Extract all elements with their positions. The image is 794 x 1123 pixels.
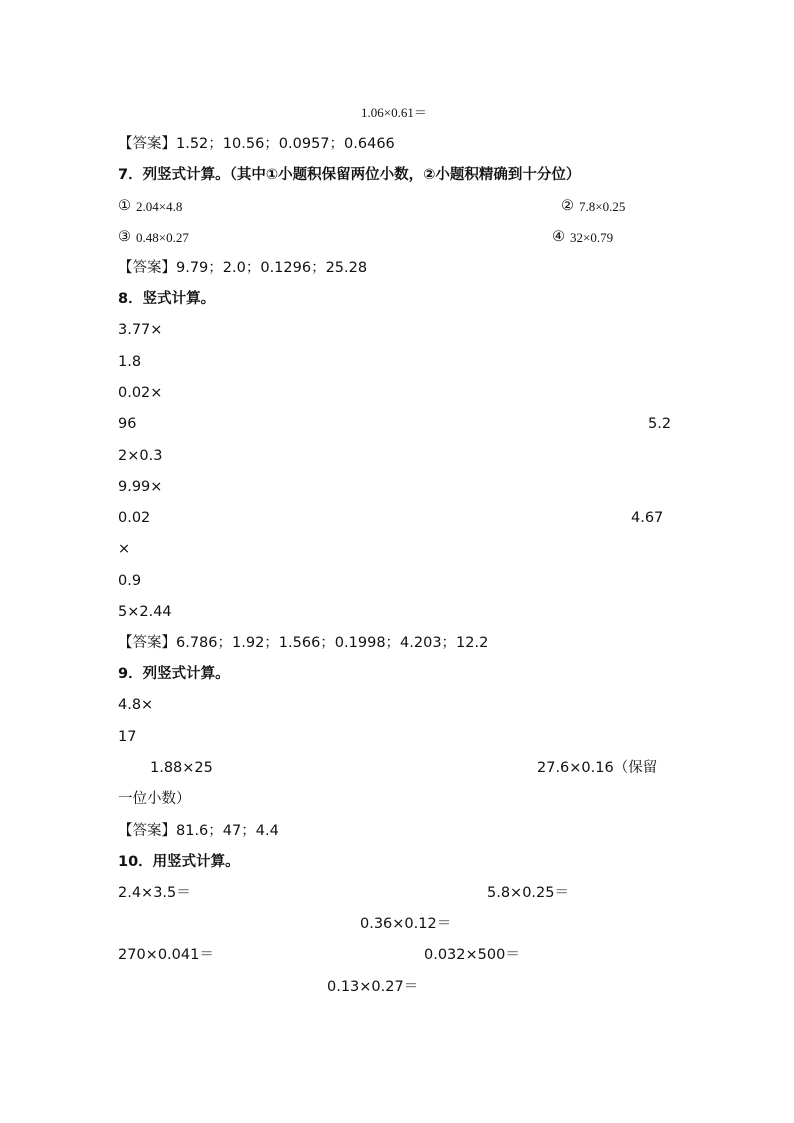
answer-7: 【答案】9.79；2.0；0.1296；25.28 [118,260,368,276]
q9-line: 4.8× [118,697,154,713]
question-7-title: 7．列竖式计算。（其中①小题积保留两位小数，②小题积精确到十分位） [118,167,581,183]
q8-line: 96 [118,416,137,432]
q7-item-1-marker: ① [118,198,131,214]
q7-item-4-expression: 32×0.79 [570,230,614,245]
q10-expression: 0.032×500＝ [424,947,520,963]
q8-line: × [118,541,131,557]
q10-expression: 270×0.041＝ [118,947,214,963]
q7-item-3-expression: 0.48×0.27 [136,230,189,245]
q10-expression: 0.36×0.12＝ [360,916,452,932]
question-10-title: 10．用竖式计算。 [118,854,240,870]
answer-9: 【答案】81.6；47；4.4 [118,823,279,839]
q7-item-1-expression: 2.04×4.8 [136,199,183,214]
q8-line: 2×0.3 [118,448,163,464]
q8-line: 9.99× [118,479,163,495]
q9-line: 1.88×25 [150,760,213,776]
q7-item-3-marker: ③ [118,229,131,245]
q8-line: 0.02× [118,385,163,401]
answer-6: 【答案】1.52；10.56；0.0957；0.6466 [118,136,395,152]
q7-item-2-marker: ② [561,198,574,214]
q8-line: 0.02 [118,510,151,526]
q8-line: 4.67 [631,510,664,526]
q8-line: 5×2.44 [118,604,172,620]
q9-line: 17 [118,729,137,745]
q8-line: 0.9 [118,573,142,589]
q7-item-2-expression: 7.8×0.25 [579,199,626,214]
q8-line: 3.77× [118,322,163,338]
question-8-title: 8．竖式计算。 [118,291,216,307]
q7-item-4-marker: ④ [552,229,565,245]
q8-line: 5.2 [648,416,672,432]
q10-expression: 5.8×0.25＝ [487,885,569,901]
question-9-title: 9．列竖式计算。 [118,666,230,682]
q8-line: 1.8 [118,354,142,370]
q10-expression: 0.13×0.27＝ [327,979,419,995]
answer-8: 【答案】6.786；1.92；1.566；0.1998；4.203；12.2 [118,635,489,651]
expression-line: 1.06×0.61＝ [361,105,427,120]
q9-line: 27.6×0.16（保留 [537,760,658,776]
q10-expression: 2.4×3.5＝ [118,885,191,901]
q9-line: 一位小数） [118,791,191,807]
